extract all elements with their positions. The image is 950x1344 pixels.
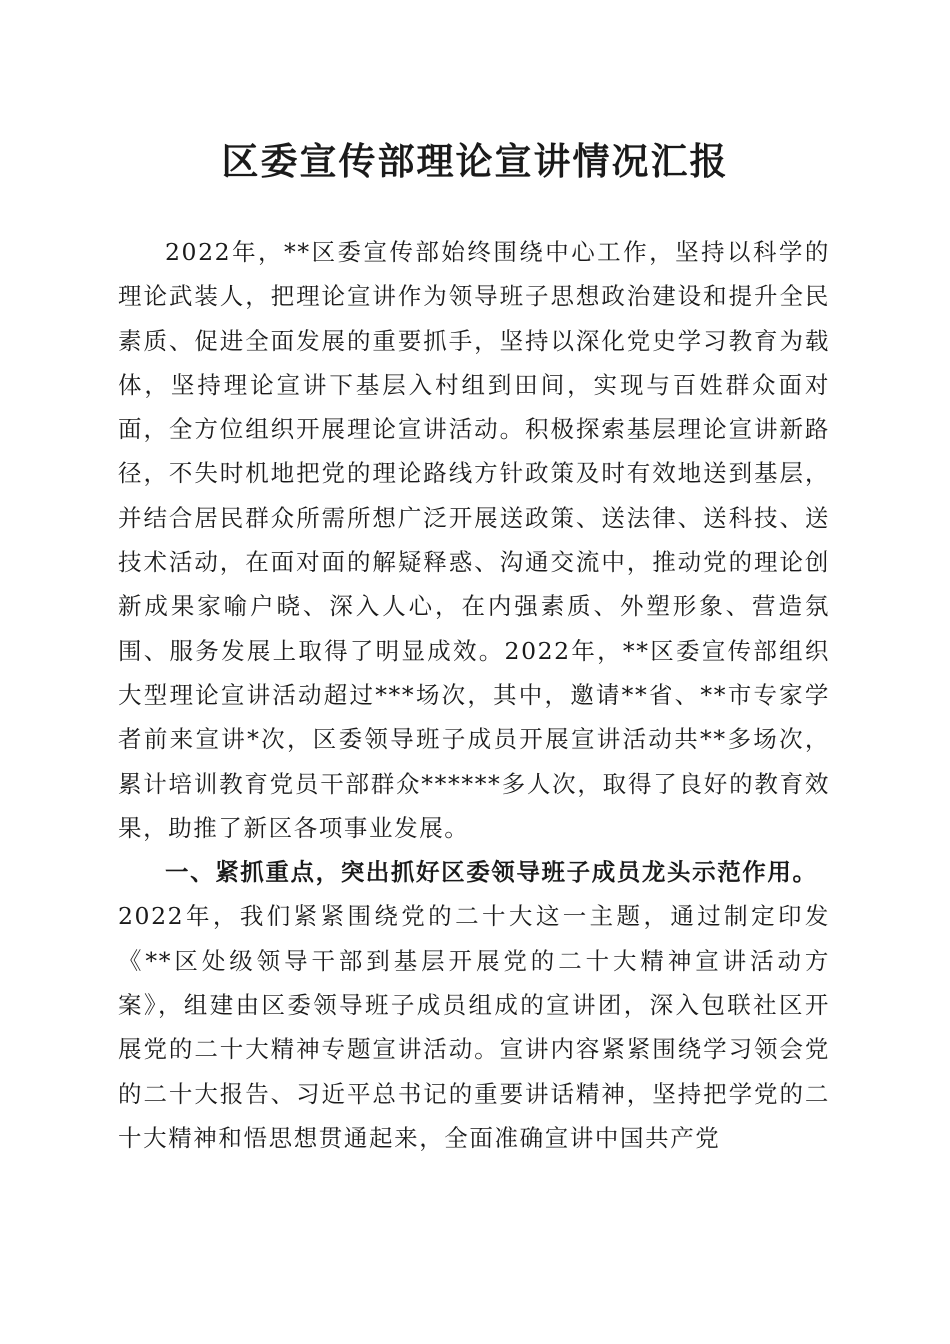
section-heading: 一、紧抓重点，突出抓好区委领导班子成员龙头示范作用。: [165, 858, 818, 887]
document-body: [118, 230, 830, 1160]
document-title: 区委宣传部理论宣讲情况汇报: [221, 139, 729, 183]
section-paragraph: 2022年，我们紧紧围绕党的二十大这一主题，通过制定印发《**区处级领导干部到基层开展党的二十大精神宣讲活动方案》，组建由区委领导班子成员组成的宣讲团，深入包联社区开展党的二十大精神专题宣讲活动。宣讲内容紧紧围绕学习领会党的二十大报告、习近平总书记的重要讲话精神，坚持把学党的二十大精神和悟思想贯通起来，全面准确宣讲中国共产党: [118, 902, 830, 1152]
intro-paragraph: 2022年，**区委宣传部始终围绕中心工作，坚持以科学的理论武装人，把理论宣讲作为领导班子思想政治建设和提升全民素质、促进全面发展的重要抓手，坚持以深化党史学习教育为载体，坚持理论宣讲下基层入村组到田间，实现与百姓群众面对面，全方位组织开展理论宣讲活动。积极探索基层理论宣讲新路径，不失时机地把党的理论路线方针政策及时有效地送到基层，并结合居民群众所需所想广泛开展送政策、送法律、送科技、送技术活动，在面对面的解疑释惑、沟通交流中，推动党的理论创新成果家喻户晓、深入人心，在内强素质、外塑形象、营造氛围、服务发展上取得了明显成效。2022年，**区委宣传部组织大型理论宣讲活动超过***场次，其中，邀请**省、**市专家学者前来宣讲*次，区委领导班子成员开展宣讲活动共**多场次，累计培训教育党员干部群众******多人次，取得了良好的教育效果，助推了新区各项事业发展。: [118, 238, 830, 842]
